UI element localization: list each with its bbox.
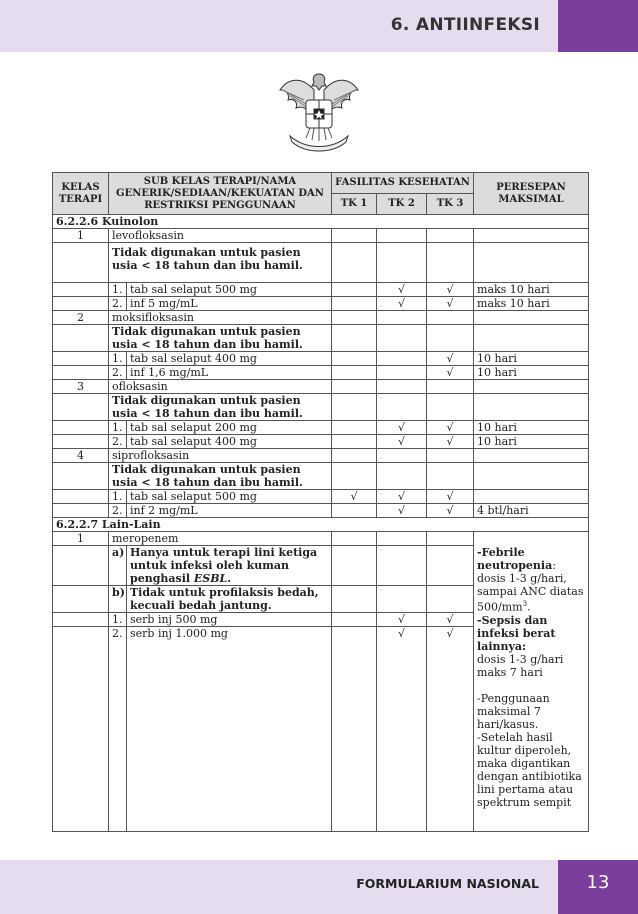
max-prescription: 10 hari bbox=[474, 421, 589, 435]
tk3-check: √ bbox=[427, 504, 474, 518]
drug-name: levofloksasin bbox=[109, 229, 332, 243]
header-bar bbox=[0, 0, 638, 52]
item-form: inf 2 mg/mL bbox=[127, 504, 332, 518]
item-number: 1. bbox=[109, 352, 127, 366]
tk3-check: √ bbox=[427, 366, 474, 380]
tk3-check: √ bbox=[427, 490, 474, 504]
item-number: 2. bbox=[109, 366, 127, 380]
item-form: tab sal selaput 400 mg bbox=[127, 352, 332, 366]
header-sub-kelas: SUB KELAS TERAPI/NAMA GENERIK/SEDIAAN/KEKUATAN DAN RESTRIKSI PENGGUNAAN bbox=[109, 173, 332, 215]
footer-bar bbox=[0, 860, 638, 914]
drug-restriction: Hanya untuk terapi lini ketiga untuk infeksi oleh kuman penghasil ESBL. bbox=[127, 546, 332, 586]
note-culture: -Setelah hasil kultur diperoleh, maka digantikan dengan antibiotika lini pertama atau spektrum sempit bbox=[477, 730, 582, 809]
item-number: 2. bbox=[109, 504, 127, 518]
header-tk1: TK 1 bbox=[332, 194, 377, 215]
drug-restriction: Tidak digunakan untuk pasien usia < 18 tahun dan ibu hamil. bbox=[109, 394, 332, 421]
max-prescription-notes bbox=[474, 532, 589, 832]
drug-number: 4 bbox=[53, 449, 109, 463]
item-number: 1. bbox=[109, 421, 127, 435]
header-accent-tab bbox=[558, 0, 638, 52]
page-number: 13 bbox=[586, 872, 610, 893]
tk2-check: √ bbox=[377, 490, 427, 504]
item-number: 1. bbox=[109, 490, 127, 504]
item-number: 2. bbox=[109, 435, 127, 449]
chapter-title: 6. ANTIINFEKSI bbox=[390, 15, 540, 35]
item-number: 2. bbox=[109, 297, 127, 311]
garuda-emblem-icon bbox=[276, 66, 362, 158]
tk2-check: √ bbox=[377, 504, 427, 518]
drug-number: 1 bbox=[53, 229, 109, 243]
tk2-check: √ bbox=[377, 421, 427, 435]
item-form: inf 5 mg/mL bbox=[127, 297, 332, 311]
drug-number: 1 bbox=[53, 532, 109, 546]
tk2-check: √ bbox=[377, 613, 427, 627]
formulary-table bbox=[52, 172, 589, 832]
header-tk3: TK 3 bbox=[427, 194, 474, 215]
item-form: tab sal selaput 500 mg bbox=[127, 283, 332, 297]
header-peresepan: PERESEPAN MAKSIMAL bbox=[474, 173, 589, 215]
restriction-label: b) bbox=[109, 586, 127, 613]
header-fasilitas: FASILITAS KESEHATAN bbox=[332, 173, 474, 194]
tk3-check: √ bbox=[427, 627, 474, 832]
tk2-check: √ bbox=[377, 283, 427, 297]
footer-title: FORMULARIUM NASIONAL bbox=[356, 876, 539, 891]
section-lain-lain: 6.2.2.7 Lain-Lain bbox=[53, 518, 589, 532]
header-tk2: TK 2 bbox=[377, 194, 427, 215]
item-number: 1. bbox=[109, 613, 127, 627]
tk2-check: √ bbox=[377, 297, 427, 311]
drug-name: siprofloksasin bbox=[109, 449, 332, 463]
note-febrile: -Febrile neutropenia bbox=[477, 546, 553, 572]
tk3-check: √ bbox=[427, 352, 474, 366]
drug-name: ofloksasin bbox=[109, 380, 332, 394]
drug-restriction: Tidak digunakan untuk pasien usia < 18 tahun dan ibu hamil. bbox=[109, 243, 332, 283]
max-prescription: 10 hari bbox=[474, 435, 589, 449]
drug-number: 3 bbox=[53, 380, 109, 394]
restriction-label: a) bbox=[109, 546, 127, 586]
max-prescription: 10 hari bbox=[474, 366, 589, 380]
note-febrile-dose: : dosis 1-3 g/hari, sampai ANC diatas 500/mm bbox=[477, 559, 584, 614]
max-prescription: 4 btl/hari bbox=[474, 504, 589, 518]
tk3-check: √ bbox=[427, 435, 474, 449]
max-prescription: maks 10 hari bbox=[474, 297, 589, 311]
header-kelas-terapi: KELAS TERAPI bbox=[53, 173, 109, 215]
item-form: tab sal selaput 400 mg bbox=[127, 435, 332, 449]
drug-name: moksifloksasin bbox=[109, 311, 332, 325]
tk2-check: √ bbox=[377, 627, 427, 832]
drug-restriction: Tidak digunakan untuk pasien usia < 18 tahun dan ibu hamil. bbox=[109, 325, 332, 352]
item-form: serb inj 500 mg bbox=[127, 613, 332, 627]
drug-number: 2 bbox=[53, 311, 109, 325]
drug-name: meropenem bbox=[109, 532, 332, 546]
note-sepsis: -Sepsis dan infeksi berat lainnya: bbox=[477, 613, 556, 653]
tk3-check: √ bbox=[427, 421, 474, 435]
item-number: 2. bbox=[109, 627, 127, 832]
item-number: 1. bbox=[109, 283, 127, 297]
note-sepsis-dose: dosis 1-3 g/hari maks 7 hari bbox=[477, 652, 564, 679]
note-superscript: 3 bbox=[522, 600, 528, 608]
max-prescription: maks 10 hari bbox=[474, 283, 589, 297]
note-usage-max: -Penggunaan maksimal 7 hari/kasus. bbox=[477, 691, 550, 731]
tk1-check: √ bbox=[332, 490, 377, 504]
item-form: tab sal selaput 500 mg bbox=[127, 490, 332, 504]
max-prescription: 10 hari bbox=[474, 352, 589, 366]
drug-restriction: Tidak untuk profilaksis bedah, kecuali bedah jantung. bbox=[127, 586, 332, 613]
tk2-check: √ bbox=[377, 435, 427, 449]
tk3-check: √ bbox=[427, 613, 474, 627]
tk3-check: √ bbox=[427, 283, 474, 297]
item-form: inf 1,6 mg/mL bbox=[127, 366, 332, 380]
tk3-check: √ bbox=[427, 297, 474, 311]
note-period: . bbox=[527, 600, 531, 614]
section-kuinolon: 6.2.2.6 Kuinolon bbox=[53, 215, 589, 229]
drug-restriction: Tidak digunakan untuk pasien usia < 18 tahun dan ibu hamil. bbox=[109, 463, 332, 490]
item-form: serb inj 1.000 mg bbox=[127, 627, 332, 832]
item-form: tab sal selaput 200 mg bbox=[127, 421, 332, 435]
